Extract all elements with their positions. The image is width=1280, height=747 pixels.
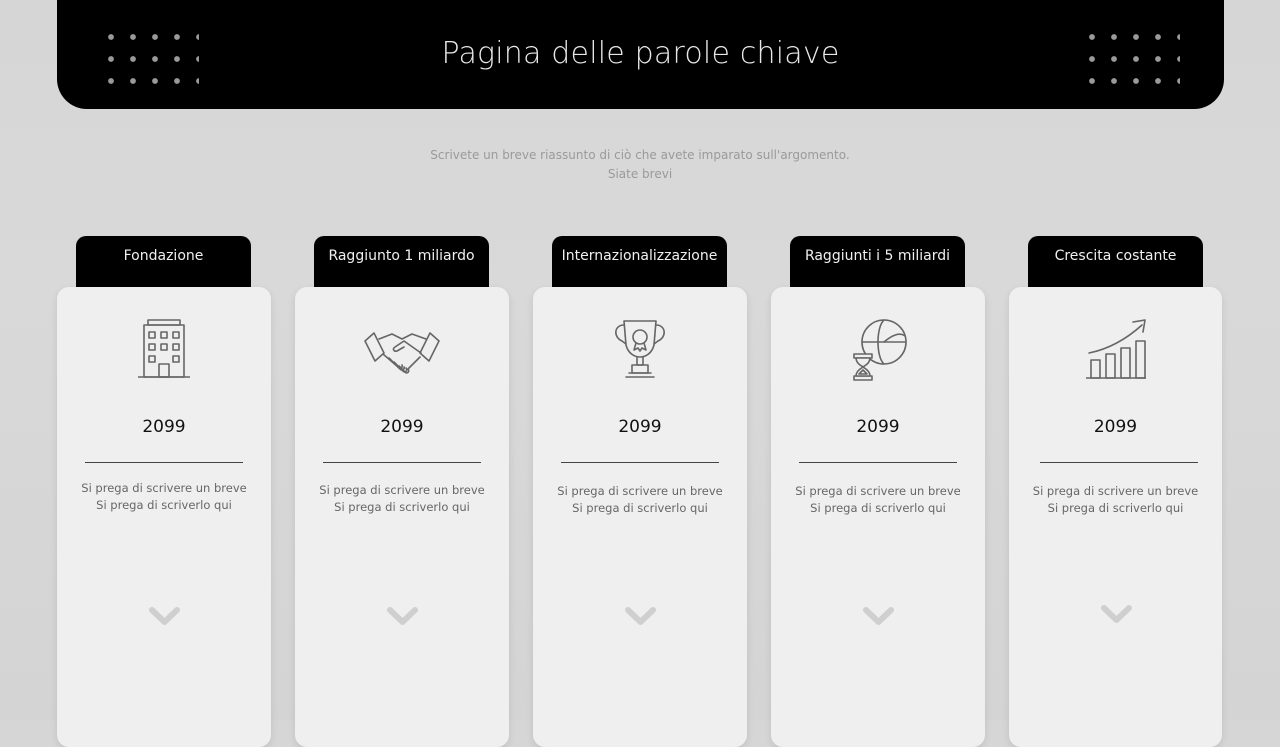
card-tab-label: Internazionalizzazione [561,248,718,264]
card-tab-label: Crescita costante [1054,248,1177,264]
card-body [57,287,271,747]
chevron-down-icon[interactable] [148,605,181,627]
card-raggiunto-1-miliardo [295,236,509,736]
card-text-line: Si prega di scrivere un breve [319,483,485,497]
card-divider [85,462,243,463]
card-divider [799,462,957,463]
card-divider [561,462,719,463]
decorative-dot-grid-right [1084,29,1180,85]
card-body [771,287,985,747]
card-body [1009,287,1222,747]
card-text-line: Si prega di scriverlo qui [96,498,232,512]
card-text-line: Si prega di scrivere un breve [81,481,247,495]
intro-line-1: Scrivete un breve riassunto di ciò che avete imparato sull'argomento. [430,148,850,162]
building-icon [134,317,194,383]
card-tab-label: Fondazione [123,248,204,264]
chevron-down-icon[interactable] [386,605,419,627]
intro-line-2: Siate brevi [607,167,673,181]
card-description [305,482,499,516]
card-year: 2099 [380,417,424,437]
card-text-line: Si prega di scriverlo qui [334,500,470,514]
growth-chart-icon [1086,317,1146,383]
header-banner [57,0,1224,109]
card-text-line: Si prega di scrivere un breve [557,484,723,498]
card-year: 2099 [618,417,662,437]
card-text-line: Si prega di scrivere un breve [795,484,961,498]
card-description [1019,483,1212,517]
card-divider [1040,462,1198,463]
card-body [295,287,509,747]
card-year: 2099 [142,417,186,437]
card-tab-label: Raggiunti i 5 miliardi [804,248,951,264]
card-text-line: Si prega di scriverlo qui [572,501,708,515]
card-text-line: Si prega di scriverlo qui [1047,501,1184,515]
handshake-icon [362,317,442,383]
card-fondazione [57,236,271,736]
chevron-down-icon[interactable] [624,605,657,627]
card-description [543,483,737,517]
card-body [533,287,747,747]
chevron-down-icon[interactable] [862,605,895,627]
card-tab-label: Raggiunto 1 miliardo [328,248,475,264]
card-crescita-costante [1009,236,1223,736]
chevron-down-icon[interactable] [1100,603,1133,625]
trophy-icon [610,317,670,383]
card-year: 2099 [856,417,900,437]
card-text-line: Si prega di scriverlo qui [810,501,946,515]
page-title: Pagina delle parole chiave [441,36,840,71]
card-text-line: Si prega di scrivere un breve [1032,484,1199,498]
card-year: 2099 [1093,417,1138,437]
card-description [781,483,975,517]
card-description [67,480,261,514]
globe-hourglass-icon [848,317,908,383]
card-divider [323,462,481,463]
card-internazionalizzazione [533,236,747,736]
intro-text [0,146,1280,184]
card-raggiunti-5-miliardi [771,236,985,736]
